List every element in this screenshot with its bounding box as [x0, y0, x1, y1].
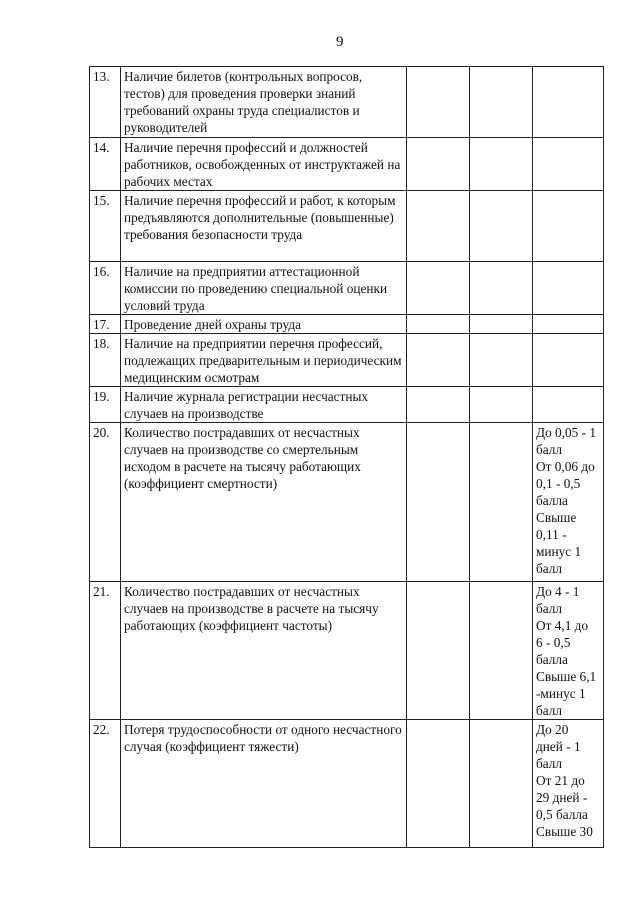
row-number: 18. — [90, 334, 121, 387]
score-line: До 4 - 1 — [536, 584, 580, 599]
score-line: дней - 1 — [536, 739, 581, 754]
table-row — [90, 720, 604, 848]
score-cell — [533, 262, 604, 315]
score-line: Свыше — [536, 510, 577, 525]
table-row — [90, 138, 604, 191]
empty-cell — [470, 387, 533, 423]
score-line: балл — [536, 601, 563, 616]
table-row — [90, 423, 604, 582]
score-cell — [533, 720, 604, 848]
table-row — [90, 315, 604, 334]
score-cell — [533, 582, 604, 720]
score-line: балл — [536, 442, 563, 457]
score-line: 0,5 балла — [536, 807, 588, 822]
score-line: 0,11 - — [536, 527, 567, 542]
score-line: Свыше 6,1 — [536, 669, 597, 684]
criterion-text: Наличие журнала регистрации несчастных случаев на производстве — [121, 387, 407, 423]
score-cell — [533, 387, 604, 423]
criterion-text: Количество пострадавших от несчастных случаев на производстве со смертельным исходом в расчете на тысячу работающих (коэффициент смертности) — [121, 423, 407, 582]
score-line: минус 1 — [536, 544, 582, 559]
empty-cell — [407, 720, 470, 848]
empty-cell — [470, 191, 533, 262]
row-number: 17. — [90, 315, 121, 334]
criterion-text: Наличие на предприятии перечня профессий, подлежащих предварительным и периодическим медицинским осмотрам — [121, 334, 407, 387]
score-line: До 20 — [536, 722, 569, 737]
criteria-table — [89, 66, 604, 848]
score-line: Свыше 30 — [536, 824, 593, 839]
table-row — [90, 262, 604, 315]
row-number: 15. — [90, 191, 121, 262]
empty-cell — [470, 720, 533, 848]
criterion-text: Наличие на предприятии аттестационной комиссии по проведению специальной оценки условий труда — [121, 262, 407, 315]
score-line: До 0,05 - 1 — [536, 425, 597, 440]
empty-cell — [407, 334, 470, 387]
page-number: 9 — [336, 34, 344, 50]
criterion-text: Наличие билетов (контрольных вопросов, тестов) для проведения проверки знаний требований охраны труда специалистов и руководителей — [121, 67, 407, 138]
score-cell — [533, 334, 604, 387]
score-line: 0,1 - 0,5 — [536, 476, 581, 491]
score-cell — [533, 315, 604, 334]
score-cell — [533, 191, 604, 262]
empty-cell — [407, 67, 470, 138]
empty-cell — [407, 315, 470, 334]
row-number: 19. — [90, 387, 121, 423]
row-number: 20. — [90, 423, 121, 582]
score-line: балл — [536, 756, 563, 771]
row-number: 13. — [90, 67, 121, 138]
score-line: балла — [536, 493, 568, 508]
score-line: От 21 до — [536, 773, 585, 788]
empty-cell — [470, 262, 533, 315]
table-row — [90, 334, 604, 387]
criterion-text: Потеря трудоспособности от одного несчастного случая (коэффициент тяжести) — [121, 720, 407, 848]
row-number: 14. — [90, 138, 121, 191]
score-cell — [533, 138, 604, 191]
empty-cell — [407, 262, 470, 315]
score-line: 29 дней - — [536, 790, 588, 805]
empty-cell — [407, 423, 470, 582]
empty-cell — [470, 423, 533, 582]
score-line: От 0,06 до — [536, 459, 595, 474]
empty-cell — [470, 334, 533, 387]
empty-cell — [407, 582, 470, 720]
table-row — [90, 582, 604, 720]
table-row — [90, 67, 604, 138]
row-number: 21. — [90, 582, 121, 720]
empty-cell — [470, 582, 533, 720]
empty-cell — [407, 387, 470, 423]
table-row — [90, 191, 604, 262]
empty-cell — [407, 191, 470, 262]
empty-cell — [407, 138, 470, 191]
empty-cell — [470, 138, 533, 191]
score-cell — [533, 67, 604, 138]
score-line: 6 - 0,5 — [536, 635, 571, 650]
score-cell — [533, 423, 604, 582]
score-line: балл — [536, 703, 563, 718]
score-line: балла — [536, 652, 568, 667]
criterion-text: Проведение дней охраны труда — [121, 315, 407, 334]
row-number: 22. — [90, 720, 121, 848]
score-line: От 4,1 до — [536, 618, 589, 633]
score-line: -минус 1 — [536, 686, 586, 701]
criterion-text: Количество пострадавших от несчастных случаев на производстве в расчете на тысячу работающих (коэффициент частоты) — [121, 582, 407, 720]
empty-cell — [470, 315, 533, 334]
row-number: 16. — [90, 262, 121, 315]
empty-cell — [470, 67, 533, 138]
score-line: балл — [536, 561, 563, 576]
table-row — [90, 387, 604, 423]
criterion-text: Наличие перечня профессий и должностей работников, освобожденных от инструктажей на рабочих местах — [121, 138, 407, 191]
criterion-text: Наличие перечня профессий и работ, к которым предъявляются дополнительные (повышенные) требования безопасности труда — [121, 191, 407, 262]
